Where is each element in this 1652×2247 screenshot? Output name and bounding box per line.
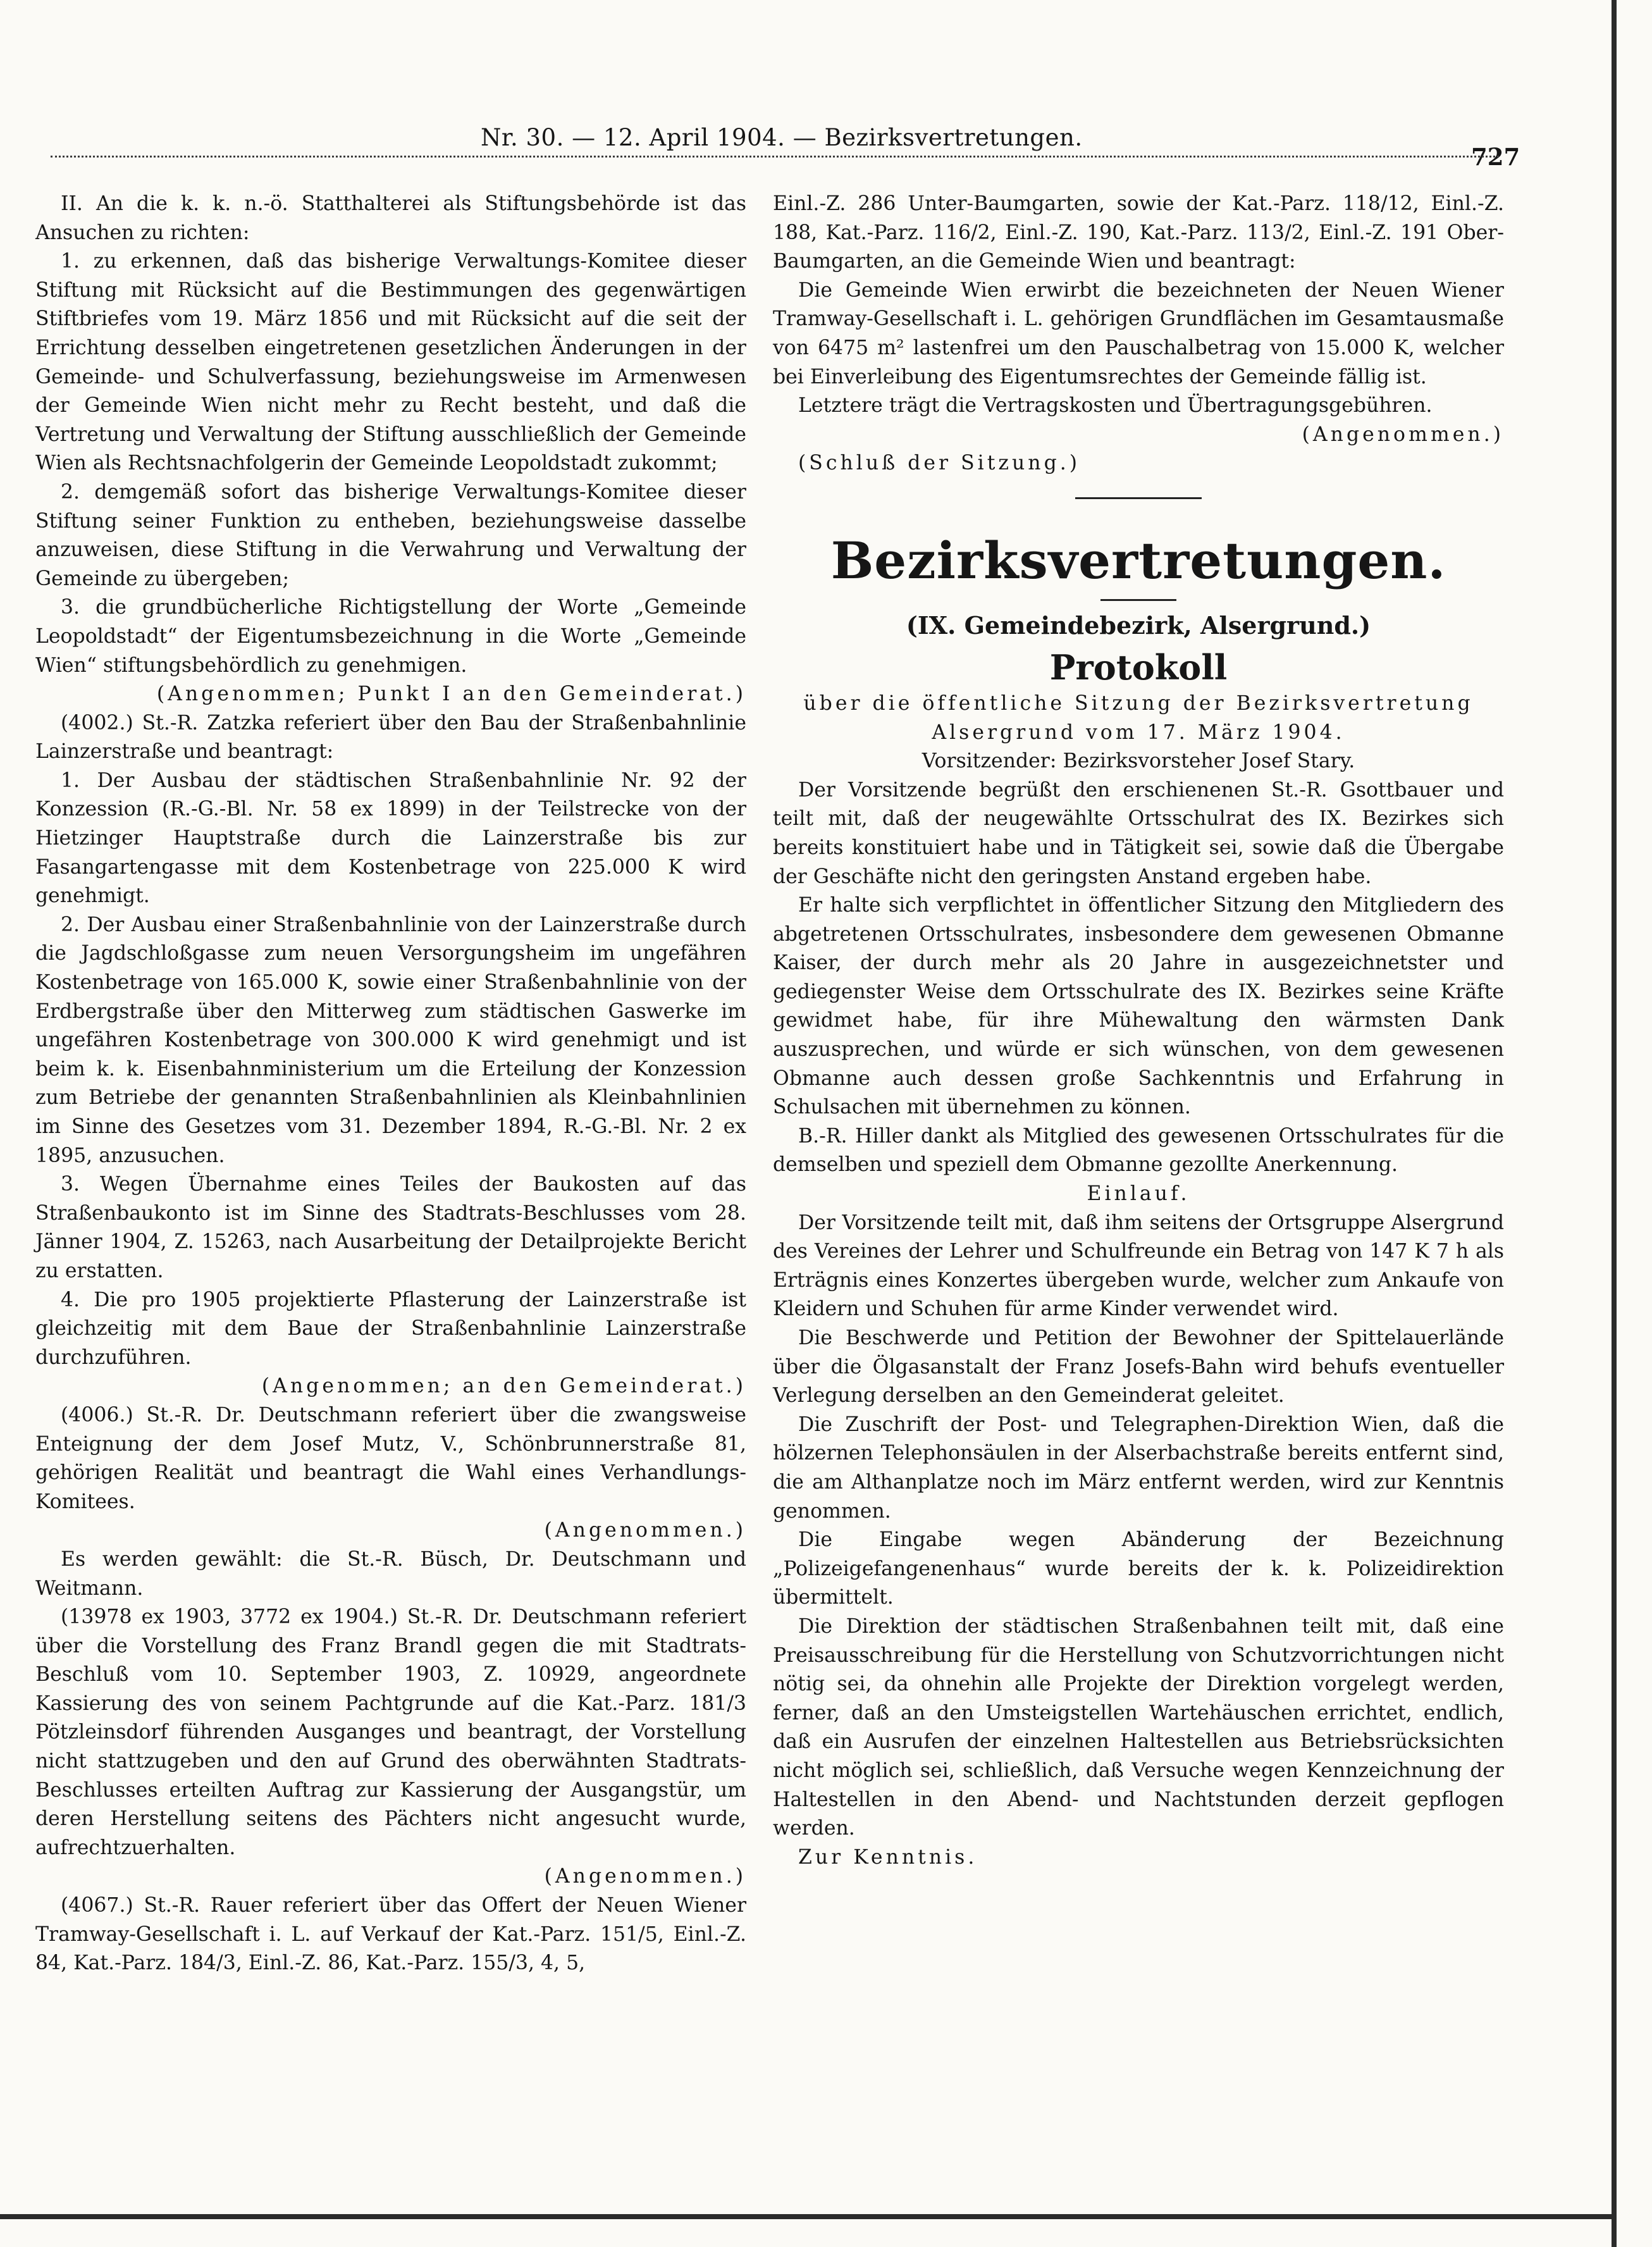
paragraph: Die Eingabe wegen Abänderung der Bezeichnung „Polizeigefangenenhaus“ wurde bereits der k. k. Polizeidirektion übermittelt. [773, 1528, 1504, 1609]
subheading-einlauf: Einlauf. [1087, 1182, 1190, 1206]
section-divider [1075, 497, 1202, 499]
right-column [773, 190, 1504, 1872]
paragraph: Die Zuschrift der Post- und Telegraphen-Direktion Wien, daß die hölzernen Telephonsäulen in der Alserbachstraße bereits entfernt sind, die am Althanplatze noch im März entfernt werden, wird zur Kenntnis genommen. [773, 1413, 1504, 1523]
protocol-subheading: über die öffentliche Sitzung der Bezirksvertretung Alsergrund vom 17. März 1904. [803, 691, 1474, 744]
paragraph: Die Direktion der städtischen Straßenbahnen teilt mit, daß eine Preisausschreibung für die Herstellung von Schutzvorrichtungen nicht nötig sei, da ohnehin alle Projekte der Direktion vorgelegt werden, ferner, daß an den Umsteigstellen Wartehäuschen errichtet, endlich, daß ein Ausrufen der einzelnen Haltestellen aus Betriebsrücksichten nicht möglich sei, schließlich, daß Versuche wegen Kennzeichnung der Haltestellen in den Abend- und Nachtstunden derzeit gepflogen werden. [773, 1614, 1504, 1840]
running-head: Nr. 30. — 12. April 1904. — Bezirksvertretungen. [481, 124, 1083, 151]
resolution-note: (Angenommen.) [1302, 423, 1504, 446]
paragraph: 3. Wegen Übernahme eines Teiles der Baukosten auf das Straßenbaukonto ist im Sinne des Stadtrats-Beschlusses vom 28. Jänner 1904, Z. 15263, nach Ausarbeitung der Detailprojekte Bericht zu erstatten. [35, 1173, 746, 1282]
left-column [35, 190, 746, 1978]
paragraph: Die Gemeinde Wien erwirbt die bezeichneten der Neuen Wiener Tramway-Gesellschaft i. L. gehörigen Grundflächen im Gesamtausmaße von 6475 m² lastenfrei um den Pauschalbetrag von 15.000 K, welcher bei Einverleibung des Eigentumsrechtes der Gemeinde fällig ist. [773, 278, 1504, 388]
paragraph: Der Vorsitzende begrüßt den erschienenen St.-R. Gsottbauer und teilt mit, daß der neugewählte Ortsschulrat des IX. Bezirkes sich bereits konstituiert habe und in Tätigkeit sei, sowie daß die Übergabe der Geschäfte nicht den geringsten Anstand ergeben habe. [773, 778, 1504, 888]
paragraph: Es werden gewählt: die St.-R. Büsch, Dr. Deutschmann und Weitmann. [35, 1547, 746, 1600]
paragraph: Er halte sich verpflichtet in öffentlicher Sitzung den Mitgliedern des abgetretenen Ortsschulrates, insbesondere dem gewesenen Obmanne Kaiser, der durch mehr als 20 Jahre in ausgezeichnetster und gediegenster Weise dem Ortsschulrate des IX. Bezirkes seine Kräfte gewidmet habe, für ihre Mühewaltung den wärmsten Dank auszusprechen, und würde er sich wünschen, von dem gewesenen Obmanne auch dessen große Sachkenntnis und Erfahrung in Schulsachen mit übernehmen zu können. [773, 894, 1504, 1119]
paragraph: (4002.) St.-R. Zatzka referiert über den Bau der Straßenbahnlinie Lainzerstraße und beantragt: [35, 711, 746, 764]
resolution-note: (Angenommen.) [544, 1519, 746, 1542]
page-number: 727 [1471, 143, 1520, 171]
resolution-note: (Angenommen.) [544, 1865, 746, 1888]
district-subtitle: (IX. Gemeindebezirk, Alsergrund.) [906, 610, 1371, 640]
resolution-note: (Angenommen; an den Gemeinderat.) [261, 1375, 746, 1398]
protocol-heading: Protokoll [1049, 647, 1228, 688]
paragraph: (13978 ex 1903, 3772 ex 1904.) St.-R. Dr. Deutschmann referiert über die Vorstellung des Franz Brandl gegen die mit Stadtrats-Beschluß vom 10. September 1903, Z. 10929, angeordnete Kassierung des von seinem Pachtgrunde auf die Kat.-Parz. 181/3 Pötzleinsdorf führenden Ausganges und beantragt, der Vorstellung nicht stattzugeben und den auf Grund des oberwähnten Stadtrats-Beschlusses erteilten Auftrag zur Kassierung der Ausgangstür, um deren Herstellung seitens des Pächters nicht angesucht wurde, aufrechtzuerhalten. [35, 1606, 746, 1859]
paragraph: 3. die grundbücherliche Richtigstellung der Worte „Gemeinde Leopoldstadt“ der Eigentumsbezeichnung in die Worte „Gemeinde Wien“ stiftungsbehördlich zu genehmigen. [35, 596, 746, 677]
section-title: Bezirksvertretungen. [830, 530, 1446, 590]
resolution-note: (Angenommen; Punkt I an den Gemeinderat.) [156, 683, 746, 706]
chairman-line: Vorsitzender: Bezirksvorsteher Josef Stary. [922, 750, 1355, 773]
paragraph: Die Beschwerde und Petition der Bewohner der Spittelauerlände über die Ölgasanstalt der Franz Josefs-Bahn wird behufs eventueller Verlegung derselben an den Gemeinderat geleitet. [773, 1327, 1504, 1408]
paragraph: Einl.-Z. 286 Unter-Baumgarten, sowie der Kat.-Parz. 118/12, Einl.-Z. 188, Kat.-Parz. 116/2, Einl.-Z. 190, Kat.-Parz. 113/2, Einl.-Z. 191 Ober-Baumgarten, an die Gemeinde Wien und beantragt: [773, 192, 1504, 273]
paragraph: (4006.) St.-R. Dr. Deutschmann referiert über die zwangsweise Enteignung der dem Josef Mutz, V., Schönbrunnerstraße 81, gehörigen Realität und beantragt die Wahl eines Verhandlungs-Komitees. [35, 1403, 746, 1513]
paragraph: Letztere trägt die Vertragskosten und Übertragungsgebühren. [798, 394, 1433, 418]
paragraph: 1. Der Ausbau der städtischen Straßenbahnlinie Nr. 92 der Konzession (R.-G.-Bl. Nr. 58 ex 1899) in der Teilstrecke von der Hietzinger Hauptstraße durch die Lainzerstraße bis zur Fasangartengasse mit dem Kostenbetrage von 225.000 K wird genehmigt. [35, 769, 746, 908]
paragraph: B.-R. Hiller dankt als Mitglied des gewesenen Ortsschulrates für die demselben und speziell dem Obmanne gezollte Anerkennung. [773, 1124, 1504, 1177]
title-underline [1100, 599, 1176, 601]
paragraph: Der Vorsitzende teilt mit, daß ihm seitens der Ortsgruppe Alsergrund des Vereines der Lehrer und Schulfreunde ein Betrag von 147 K 7 h als Erträgnis eines Konzertes übergeben wurde, welcher zum Ankaufe von Kleidern und Schuhen für arme Kinder verwendet wird. [773, 1211, 1504, 1321]
closing-note: Zur Kenntnis. [798, 1845, 978, 1869]
paragraph: II. An die k. k. n.-ö. Statthalterei als Stiftungsbehörde ist das Ansuchen zu richten: [35, 192, 746, 244]
session-end-note: (Schluß der Sitzung.) [798, 452, 1081, 475]
paragraph: 1. zu erkennen, daß das bisherige Verwaltungs-Komitee dieser Stiftung mit Rücksicht auf die Bestimmungen des gegenwärtigen Stiftbriefes vom 19. März 1856 und mit Rücksicht auf die seit der Errichtung desselben eingetretenen gesetzlichen Änderungen in der Gemeinde- und Schulverfassung, beziehungsweise im Armenwesen der Gemeinde Wien nicht mehr zu Recht besteht, und daß die Vertretung und Verwaltung der Stiftung ausschließlich der Gemeinde Wien als Rechtsnachfolgerin der Gemeinde Leopoldstadt zukommt; [35, 250, 746, 475]
header-rule [51, 156, 1499, 164]
paragraph: (4067.) St.-R. Rauer referiert über das Offert der Neuen Wiener Tramway-Gesellschaft i. L. auf Verkauf der Kat.-Parz. 151/5, Einl.-Z. 84, Kat.-Parz. 184/3, Einl.-Z. 86, Kat.-Parz. 155/3, 4, 5, [35, 1894, 746, 1975]
paragraph: 4. Die pro 1905 projektierte Pflasterung der Lainzerstraße ist gleichzeitig mit dem Baue der Straßenbahnlinie Lainzerstraße durchzuführen. [35, 1288, 746, 1369]
paragraph: 2. demgemäß sofort das bisherige Verwaltungs-Komitee dieser Stiftung seiner Funktion zu entheben, beziehungsweise dasselbe anzuweisen, diese Stiftung in die Verwahrung und Verwaltung der Gemeinde zu übergeben; [35, 480, 746, 590]
page-border-bottom [0, 2214, 1617, 2219]
page-border-right [1612, 0, 1617, 2247]
paragraph: 2. Der Ausbau einer Straßenbahnlinie von der Lainzerstraße durch die Jagdschloßgasse zum neuen Versorgungsheim im ungefähren Kostenbetrage von 165.000 K, sowie einer Straßenbahnlinie von der Erdbergstraße über den Mitterweg zum städtischen Gaswerke im ungefähren Kostenbetrage von 300.000 K wird genehmigt und ist beim k. k. Eisenbahnministerium um die Erteilung der Konzession zum Betriebe der genannten Straßenbahnlinien als Kleinbahnlinien im Sinne des Gesetzes vom 31. Dezember 1894, R.-G.-Bl. Nr. 2 ex 1895, anzusuchen. [35, 913, 746, 1167]
